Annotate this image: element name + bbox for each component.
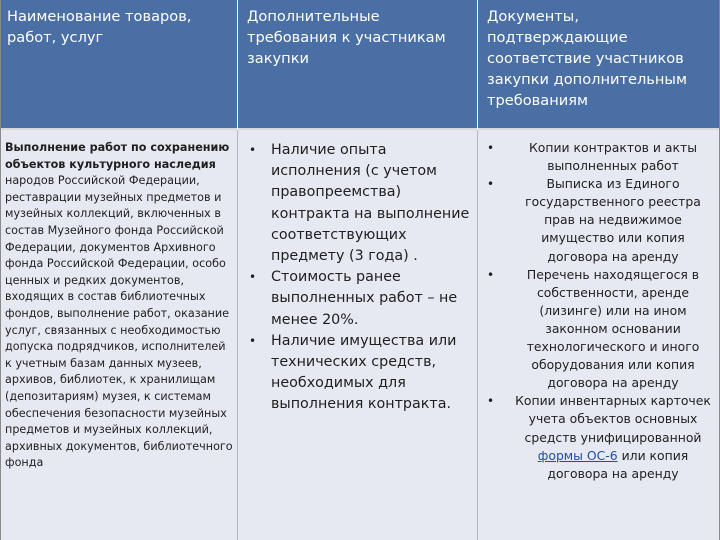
list-item: • Стоимость ранее выполненных работ – не менее 20%. [249, 269, 458, 328]
header-goods-works-services: Наименование товаров, работ, услуг [7, 8, 192, 46]
bullet-icon: • [249, 143, 257, 157]
table-header [1, 0, 719, 130]
header-additional-requirements: Дополнительные требования к участникам закупки [247, 8, 446, 67]
list-item: • Наличие опыта исполнения (с учетом правопреемства) контракта на выполнение соответствующих предмету (3 года) . [249, 142, 470, 265]
column-divider [237, 130, 238, 540]
list-item: • Копии контрактов и акты выполненных работ [487, 140, 697, 174]
bullet-icon: • [487, 141, 495, 155]
cell-documents-list [479, 139, 717, 483]
cell-goods-text: народов Российской Федерации, реставрации музейных предметов и музейных коллекций, включенных в состав Музейного фонда Российской Федерации, документов Архивного фонда Российской Федерации, особо ценных и редких документов, входящих в состав библиотечных фондов, выполнение работ, оказание услуг, связанных с необходимостью допуска подрядчиков, исполнителей к учетным базам данных музеев, архивов, библиотек, к хранилищам (депозитариям) музея, к системам обеспечения безопасности музейных предметов и музейных коллекций, архивных документов, библиотечного фонда [5, 174, 233, 470]
list-item: • Перечень находящегося в собственности, аренде (лизинге) или на ином законном основании технологического и иного оборудования или копия договора на аренду [487, 266, 700, 391]
cell-requirements-list [241, 140, 473, 416]
column-divider [477, 130, 478, 540]
form-os6-link[interactable]: формы ОС-6 [537, 447, 618, 463]
bullet-icon: • [249, 270, 257, 285]
bullet-icon: • [487, 267, 495, 282]
cell-goods-description [5, 140, 235, 472]
table-row [1, 130, 719, 540]
bullet-icon: • [487, 177, 495, 192]
list-item: • Копии инвентарных карточек учета объектов основных средств унифицированной формы ОС-6 или копия договора на аренду [487, 393, 711, 481]
bullet-icon: • [249, 333, 257, 348]
bullet-icon: • [487, 394, 495, 409]
list-item: • Выписка из Единого государственного реестра прав на недвижимое имущество или копия договора на аренду [487, 176, 701, 264]
list-item: • Наличие имущества или технических средств, необходимых для выполнения контракта. [249, 332, 457, 413]
header-confirming-documents: Документы, подтверждающие соответствие участников закупки дополнительным требованиям [487, 8, 687, 109]
cell-goods-title: Выполнение работ по сохранению объектов культурного наследия [5, 141, 230, 171]
